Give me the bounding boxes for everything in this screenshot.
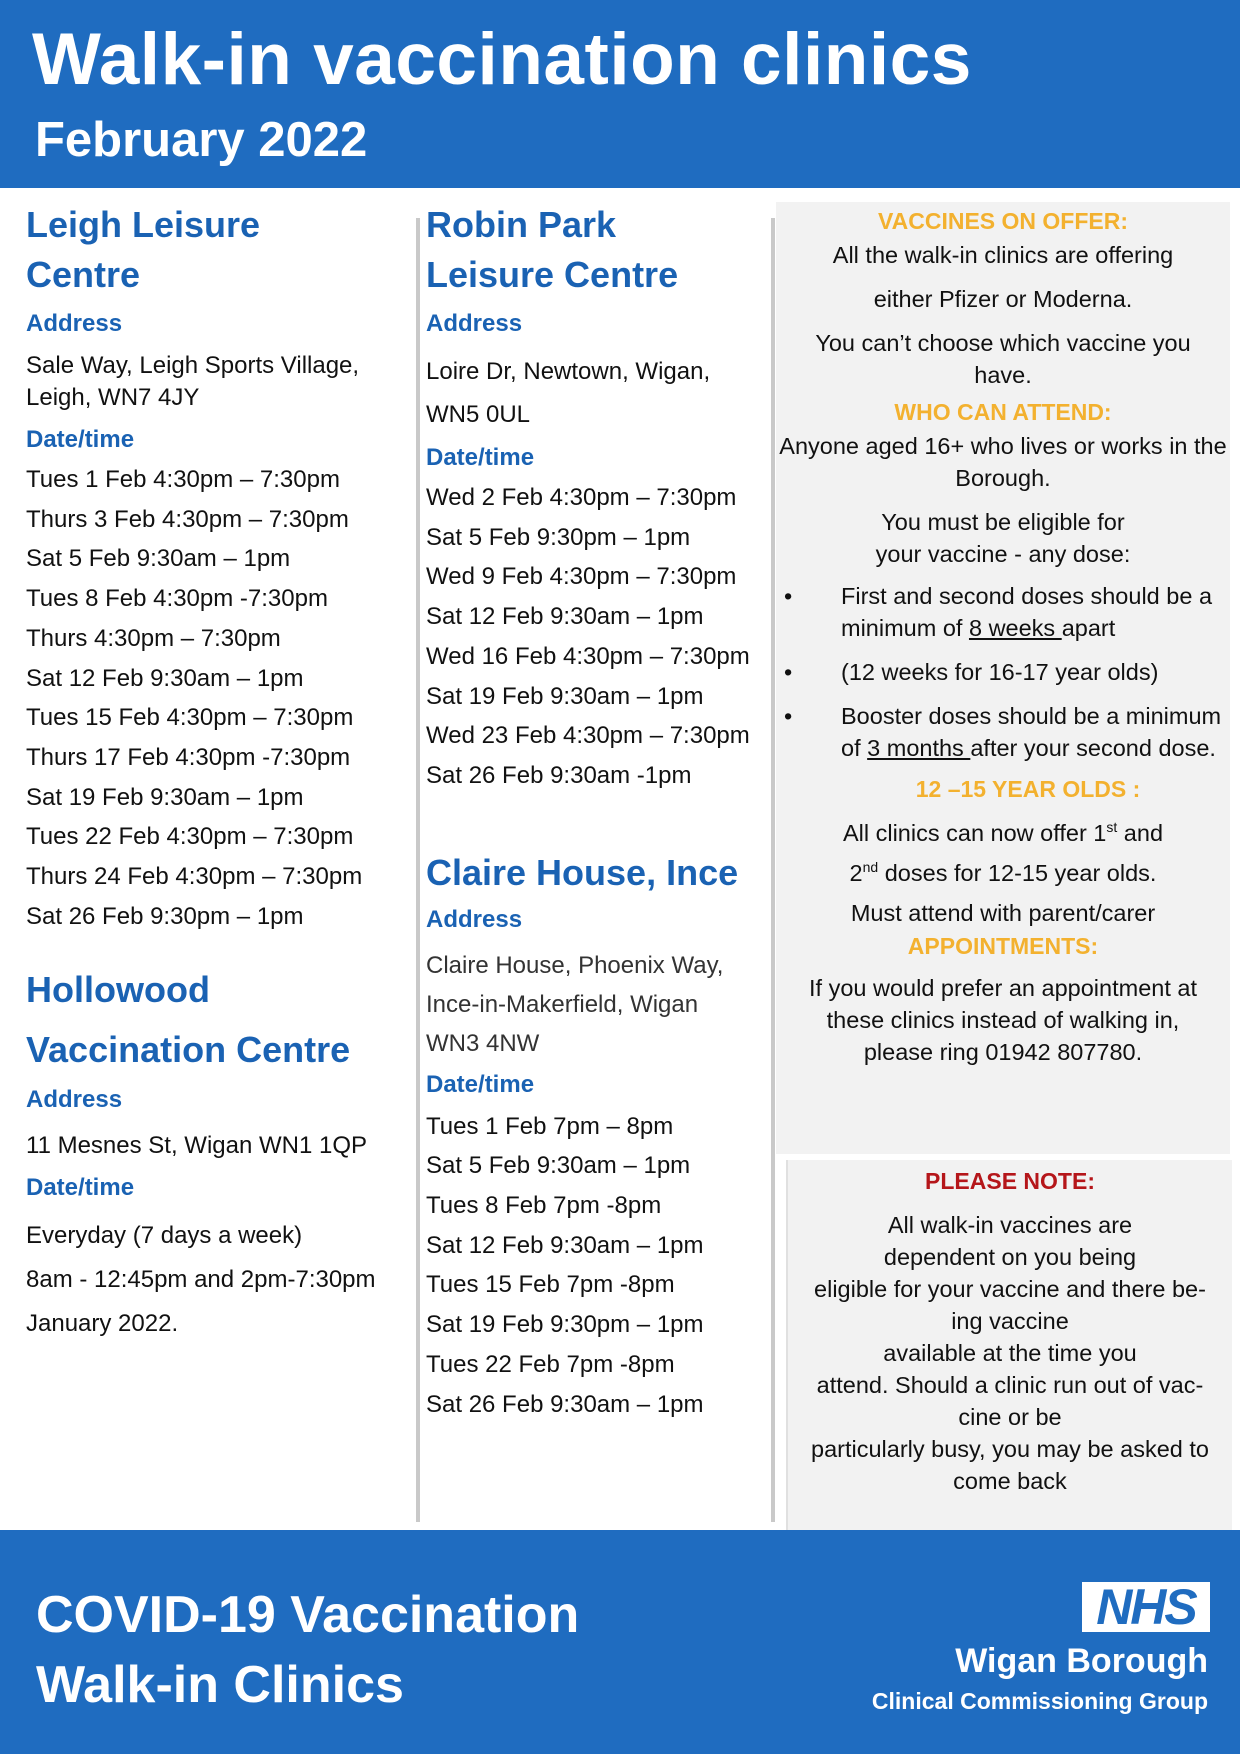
attend-heading: WHO CAN ATTEND: bbox=[894, 399, 1112, 425]
hollowood-address-label: Address bbox=[26, 1086, 123, 1114]
note-panel bbox=[786, 1160, 1232, 1530]
leigh-title-line2: Centre bbox=[26, 254, 141, 295]
robin-title-line1: Robin Park bbox=[426, 204, 617, 245]
hollowood-address: 11 Mesnes St, Wigan WN1 1QP bbox=[26, 1132, 368, 1160]
bullet-text: after your second dose. bbox=[970, 735, 1216, 761]
leigh-schedule bbox=[26, 460, 406, 936]
schedule-item: Sat 26 Feb 9:30pm – 1pm bbox=[26, 902, 304, 930]
note-line: dependent on you being bbox=[883, 1244, 1137, 1270]
bullet-icon: • bbox=[784, 659, 793, 685]
claire-schedule bbox=[426, 1107, 771, 1425]
list-item bbox=[776, 700, 1230, 764]
info-panel bbox=[776, 202, 1230, 1154]
note-heading: PLEASE NOTE: bbox=[925, 1168, 1095, 1194]
hollowood-title-line2: Vaccination Centre bbox=[26, 1029, 351, 1071]
note-line: come back bbox=[953, 1468, 1067, 1494]
note-line: available at the time you bbox=[883, 1340, 1137, 1366]
claire-address-label: Address bbox=[426, 905, 523, 933]
schedule-item: Thurs 24 Feb 4:30pm – 7:30pm bbox=[26, 863, 363, 891]
bullet-underline: 3 months bbox=[867, 735, 971, 761]
youth-text-2 bbox=[776, 857, 1230, 889]
claire-address-line: Claire House, Phoenix Way, bbox=[426, 951, 724, 979]
note-line: attend. Should a clinic run out of vac- bbox=[816, 1372, 1204, 1398]
column-left bbox=[26, 200, 406, 1346]
nhs-logo: NHS bbox=[1082, 1582, 1210, 1632]
list-item bbox=[776, 580, 1230, 644]
hollowood-line: Everyday (7 days a week) bbox=[26, 1222, 303, 1250]
hollowood-title-line1: Hollowood bbox=[26, 969, 210, 1011]
youth-text: and bbox=[1117, 820, 1164, 846]
youth-text: 2 bbox=[849, 860, 863, 886]
robin-title-line2: Leisure Centre bbox=[426, 254, 679, 295]
note-line: ing vaccine bbox=[951, 1308, 1069, 1334]
schedule-item: Tues 22 Feb 4:30pm – 7:30pm bbox=[26, 823, 354, 851]
org-name: Wigan Borough bbox=[955, 1642, 1208, 1680]
vaccines-text-2: either Pfizer or Moderna. bbox=[873, 286, 1133, 312]
footer-title-line2: Walk-in Clinics bbox=[36, 1656, 404, 1714]
schedule-item: Sat 5 Feb 9:30pm – 1pm bbox=[426, 523, 691, 551]
attend-text-1: Anyone aged 16+ who lives or works in the Borough. bbox=[779, 433, 1227, 491]
claire-address-line: Ince-in-Makerfield, Wigan bbox=[426, 990, 699, 1018]
column-divider bbox=[416, 218, 420, 1522]
schedule-item: Sat 26 Feb 9:30am – 1pm bbox=[426, 1390, 704, 1418]
schedule-item: Sat 19 Feb 9:30am – 1pm bbox=[426, 682, 704, 710]
schedule-item: Tues 15 Feb 4:30pm – 7:30pm bbox=[26, 704, 354, 732]
footer-title-line1: COVID-19 Vaccination bbox=[36, 1586, 580, 1644]
note-line: cine or be bbox=[958, 1404, 1062, 1430]
claire-address-line: WN3 4NW bbox=[426, 1029, 540, 1057]
schedule-item: Sat 5 Feb 9:30am – 1pm bbox=[26, 545, 291, 573]
schedule-item: Tues 1 Feb 4:30pm – 7:30pm bbox=[26, 466, 340, 493]
column-divider bbox=[771, 218, 775, 1522]
attend-text-2: You must be eligible for your vaccine - any dose: bbox=[875, 509, 1131, 567]
eligibility-list bbox=[776, 580, 1230, 764]
schedule-item: Tues 8 Feb 7pm -8pm bbox=[426, 1192, 662, 1220]
claire-datetime-label: Date/time bbox=[426, 1070, 535, 1098]
footer-banner bbox=[0, 1530, 1240, 1754]
org-subtitle: Clinical Commissioning Group bbox=[871, 1688, 1208, 1714]
page-subtitle: February 2022 bbox=[35, 113, 368, 167]
youth-text: All clinics can now offer 1 bbox=[842, 820, 1107, 846]
robin-schedule bbox=[426, 478, 771, 796]
schedule-item: Thurs 17 Feb 4:30pm -7:30pm bbox=[26, 743, 351, 771]
vaccines-text-1: All the walk-in clinics are offering bbox=[832, 242, 1174, 268]
schedule-item: Sat 19 Feb 9:30pm – 1pm bbox=[426, 1311, 704, 1339]
schedule-item: Wed 2 Feb 4:30pm – 7:30pm bbox=[426, 484, 737, 511]
schedule-item: Wed 9 Feb 4:30pm – 7:30pm bbox=[426, 563, 737, 591]
note-line: particularly busy, you may be asked to bbox=[811, 1436, 1209, 1462]
superscript: nd bbox=[862, 859, 879, 876]
robin-address-line2: WN5 0UL bbox=[426, 401, 531, 428]
schedule-item: Sat 12 Feb 9:30am – 1pm bbox=[426, 1231, 704, 1259]
schedule-item: Sat 5 Feb 9:30am – 1pm bbox=[426, 1152, 691, 1180]
list-item bbox=[776, 656, 1230, 688]
leigh-address-label: Address bbox=[26, 310, 123, 337]
robin-section bbox=[426, 200, 771, 796]
vaccines-text-3: You can’t choose which vaccine you have. bbox=[815, 330, 1191, 388]
youth-text: doses for 12-15 year olds. bbox=[878, 860, 1157, 886]
note-line: All walk-in vaccines are bbox=[887, 1212, 1133, 1238]
schedule-item: Wed 23 Feb 4:30pm – 7:30pm bbox=[426, 722, 750, 750]
robin-address-line1: Loire Dr, Newtown, Wigan, bbox=[426, 358, 711, 385]
bullet-icon: • bbox=[784, 583, 793, 609]
hollowood-line: January 2022. bbox=[26, 1310, 179, 1338]
leigh-datetime-label: Date/time bbox=[26, 426, 135, 453]
robin-address-label: Address bbox=[426, 310, 523, 337]
youth-text-3: Must attend with parent/carer bbox=[850, 900, 1156, 926]
note-text bbox=[788, 1209, 1232, 1497]
youth-heading: 12 –15 YEAR OLDS : bbox=[915, 776, 1141, 802]
hollowood-section bbox=[26, 960, 406, 1346]
schedule-item: Sat 26 Feb 9:30am -1pm bbox=[426, 761, 692, 789]
superscript: st bbox=[1106, 819, 1118, 836]
schedule-item: Sat 12 Feb 9:30am – 1pm bbox=[426, 603, 704, 631]
bullet-text: apart bbox=[1061, 615, 1116, 641]
leigh-title-line1: Leigh Leisure bbox=[26, 204, 261, 245]
bullet-text: Booster doses should be a minimum of bbox=[841, 703, 1222, 761]
schedule-item: Sat 19 Feb 9:30am – 1pm bbox=[26, 783, 304, 811]
leigh-address: Sale Way, Leigh Sports Village, Leigh, WN7 4JY bbox=[26, 352, 360, 411]
bullet-text: (12 weeks for 16-17 year olds) bbox=[841, 659, 1159, 685]
leigh-section bbox=[26, 200, 406, 936]
vaccines-heading: VACCINES ON OFFER: bbox=[877, 208, 1129, 234]
claire-title: Claire House, Ince bbox=[426, 851, 739, 893]
schedule-item: Tues 15 Feb 7pm -8pm bbox=[426, 1271, 675, 1299]
claire-section bbox=[426, 848, 771, 1425]
schedule-item: Tues 1 Feb 7pm – 8pm bbox=[426, 1112, 674, 1140]
note-line: eligible for your vaccine and there be- bbox=[814, 1276, 1206, 1302]
schedule-item: Thurs 3 Feb 4:30pm – 7:30pm bbox=[26, 505, 349, 533]
robin-datetime-label: Date/time bbox=[426, 444, 535, 471]
header-banner bbox=[0, 0, 1240, 188]
bullet-text: First and second doses should be a minimum of bbox=[841, 583, 1213, 641]
appointments-heading: APPOINTMENTS: bbox=[907, 933, 1099, 959]
schedule-item: Sat 12 Feb 9:30am – 1pm bbox=[26, 664, 304, 692]
schedule-item: Thurs 4:30pm – 7:30pm bbox=[26, 624, 281, 652]
schedule-item: Tues 8 Feb 4:30pm -7:30pm bbox=[26, 585, 328, 613]
schedule-item: Wed 16 Feb 4:30pm – 7:30pm bbox=[426, 642, 750, 670]
appointments-text: If you would prefer an appointment at these clinics instead of walking in, please ring 01942 807780. bbox=[809, 975, 1197, 1065]
bullet-underline: 8 weeks bbox=[968, 615, 1062, 641]
schedule-item: Tues 22 Feb 7pm -8pm bbox=[426, 1350, 675, 1378]
hollowood-line: 8am - 12:45pm and 2pm-7:30pm bbox=[26, 1266, 376, 1294]
hollowood-datetime-label: Date/time bbox=[26, 1174, 135, 1202]
youth-text-1 bbox=[776, 817, 1230, 849]
page-title: Walk-in vaccination clinics bbox=[32, 19, 972, 100]
bullet-icon: • bbox=[784, 703, 793, 729]
column-middle bbox=[426, 200, 771, 1424]
